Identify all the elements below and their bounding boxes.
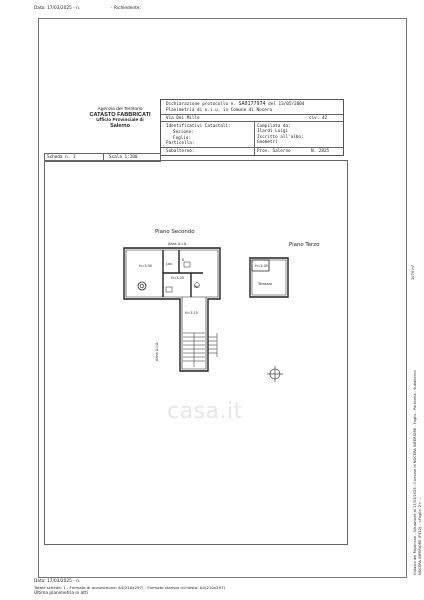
room-label-wc: WC [194, 285, 200, 289]
bottom-line1: Data: 17/03/2025 - n. [34, 579, 81, 584]
del-label: del [268, 102, 276, 107]
particella-label: Particella: [166, 141, 195, 146]
sink-fixture [138, 282, 146, 290]
dichiarazione-label: Dichiarazione protocollo n. [166, 102, 236, 107]
bottom-line2: Totale schede: 1 - Formato di acquisizione: A4(210x297) - Formato stampa richiesto: A4(210x297) [34, 585, 226, 590]
protocol-number: SA0177974 [238, 101, 266, 107]
agency-line2: CATASTO FABBRICATI [89, 112, 151, 118]
planimetria-line: Planimetria di u.i.u. in Comune di Nocera [166, 108, 273, 113]
north-arrow-icon [267, 366, 283, 382]
right-frame-line [406, 18, 407, 578]
right-small-note: 1079 m² [411, 264, 415, 280]
bottom-line3: Ultima planimetria in atti [34, 591, 88, 596]
agency-line1: Agenzia del Territorio [97, 107, 143, 112]
sezione-label: Sezione: [173, 130, 194, 135]
right-vertical-note: Catasto dei Fabbricati - Situazione al 17/03/2025 - Comune di NOCERA INFERIORE - Foglio - Particella - Subalterno [413, 370, 417, 575]
floor-plan-drawing [45, 161, 347, 544]
n-value: 2825 [318, 148, 330, 154]
via-label: Via Dei Mille [166, 115, 200, 121]
room-label-terzo: H=2.00 [255, 264, 268, 268]
room-label-1: H=3.00 [139, 264, 152, 268]
albo-value: Geometri [257, 140, 278, 145]
top-left-note: Data: 17/03/2025 - n. [34, 6, 81, 11]
right-vertical-note-2: NOCERA INFERIORE (F912) - <Foglio: 2> ... [418, 497, 422, 575]
compiler-name: Ilardi Luigi [257, 129, 289, 134]
room-label-3: H=3.15 [185, 311, 198, 315]
stairs-drawing [183, 333, 217, 367]
piano-secondo-title: Piano Secondo [155, 229, 195, 235]
iscritto-label: Iscritto all'albo: [257, 135, 304, 140]
bottom-frame-line [38, 577, 407, 578]
protocol-date: 13/05/2004 [278, 102, 305, 107]
n-label: N. [311, 148, 317, 154]
prov-label: Prov. Salerno [257, 148, 291, 154]
scheda-label: Scheda n. 1 [47, 154, 76, 160]
left-frame-line [38, 18, 39, 578]
watermark-logo: casa.it [167, 399, 243, 424]
plan-area [44, 160, 348, 545]
civ-label: civ. 42 [309, 115, 328, 121]
compilata-label: Compilata da: [257, 124, 291, 129]
identificativi-label: Identificativi Catastali: [166, 124, 231, 129]
agency-line4: Salerno [110, 123, 130, 129]
top-mid-note: - Richiedente: [111, 6, 141, 11]
room-label-2: H=3.00 [171, 276, 184, 280]
altra-uiu-top-label: Altra U.I.U. [168, 242, 188, 246]
agency-block [80, 107, 160, 129]
foglio-label: Foglio: [173, 135, 192, 141]
agency-line3: Ufficio Provinciale di [96, 118, 144, 123]
scala-label: Scala 1:200 [109, 154, 138, 160]
room-label-terrazzo: Terrazzo [258, 282, 273, 286]
room-label-lav: Lav. [166, 262, 173, 266]
piano-terzo-title: Piano Terzo [289, 242, 320, 248]
subalterno-label: Subalterno: [166, 148, 195, 154]
stove-fixture [184, 262, 190, 267]
room-label-k: K [182, 258, 185, 262]
header-box [160, 99, 344, 156]
top-frame-line [38, 18, 407, 19]
altra-uiu-side-label: Altra U.I.U. [155, 341, 159, 361]
